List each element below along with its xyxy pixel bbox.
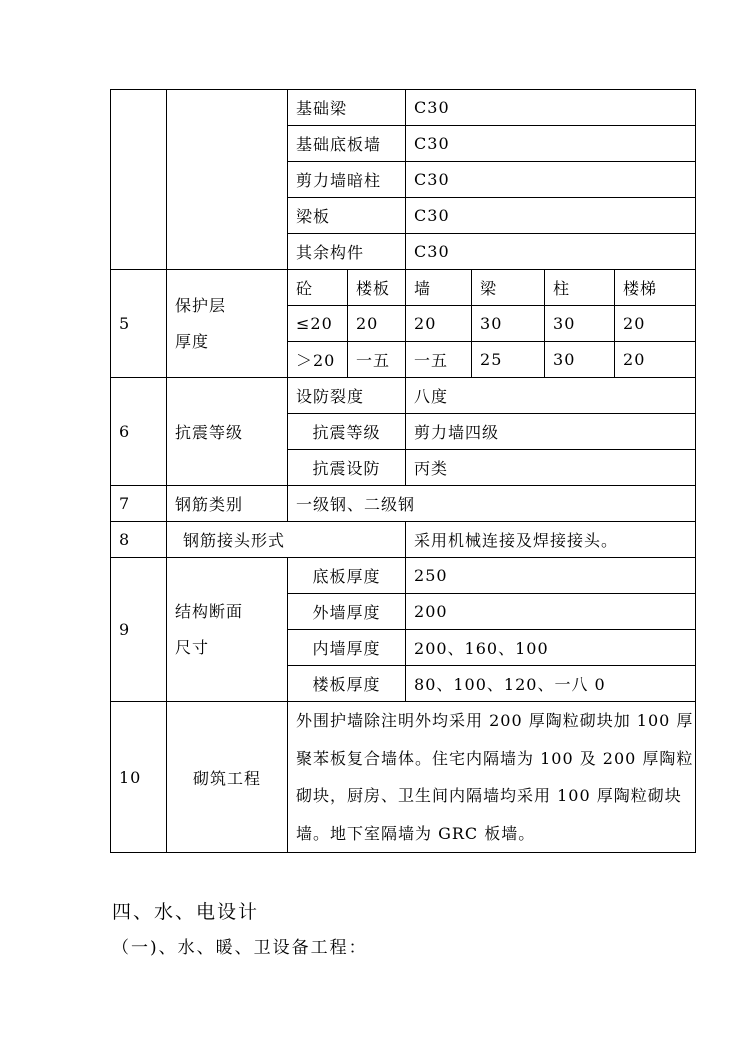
item-cell: 抗震等级 (288, 414, 406, 450)
header-cell: 楼板 (348, 270, 406, 306)
data-cell: 一五 (348, 342, 406, 378)
item-cell: 梁板 (288, 198, 406, 234)
value-cell: 一级钢、二级钢 (288, 486, 696, 522)
item-cell: 剪力墙暗柱 (288, 162, 406, 198)
structure-spec-table (110, 89, 696, 853)
label-line: 结构断面 (175, 601, 244, 621)
row-number-cell: 6 (111, 378, 167, 486)
row-number-cell: 7 (111, 486, 167, 522)
value-cell: C30 (406, 162, 696, 198)
value-cell: 250 (406, 558, 696, 594)
item-cell: 外墙厚度 (288, 594, 406, 630)
row-label-cell: 抗震等级 (167, 378, 288, 486)
data-cell: 30 (545, 342, 615, 378)
row-label-cell: 钢筋接头形式 (167, 522, 406, 558)
row-label-cell (167, 558, 288, 702)
masonry-description: 外围护墙除注明外均采用 200 厚陶粒砌块加 100 厚聚苯板复合墙体。住宅内隔墙为 100 及 200 厚陶粒砌块，厨房、卫生间内隔墙均采用 100 厚陶粒砌块墙。地下室隔墙为 GRC 板墙。 (288, 702, 696, 853)
value-cell: C30 (406, 198, 696, 234)
table-row (111, 522, 696, 558)
value-cell: C30 (406, 126, 696, 162)
data-cell: ≤20 (288, 306, 348, 342)
table-row (111, 90, 696, 126)
value-cell: 丙类 (406, 450, 696, 486)
item-cell: 基础底板墙 (288, 126, 406, 162)
data-cell: 20 (348, 306, 406, 342)
item-cell: 内墙厚度 (288, 630, 406, 666)
item-cell: 底板厚度 (288, 558, 406, 594)
value-cell: C30 (406, 234, 696, 270)
item-cell: 楼板厚度 (288, 666, 406, 702)
item-cell: 其余构件 (288, 234, 406, 270)
data-cell: ＞20 (288, 342, 348, 378)
data-cell: 20 (406, 306, 472, 342)
data-cell: 一五 (406, 342, 472, 378)
header-cell: 墙 (406, 270, 472, 306)
subsection-heading: （一)、水、暖、卫设备工程： (112, 938, 368, 958)
header-cell: 楼梯 (615, 270, 696, 306)
header-cell: 柱 (545, 270, 615, 306)
item-cell: 抗震设防 (288, 450, 406, 486)
row-label-cell: 钢筋类别 (167, 486, 288, 522)
value-cell: 采用机械连接及焊接接头。 (406, 522, 696, 558)
table-row (111, 270, 696, 306)
label-line: 保护层 (175, 295, 227, 315)
table-row (111, 486, 696, 522)
data-cell: 30 (472, 306, 545, 342)
value-cell: 200 (406, 594, 696, 630)
data-cell: 30 (545, 306, 615, 342)
value-cell: C30 (406, 90, 696, 126)
row-number-cell: 9 (111, 558, 167, 702)
label-line: 尺寸 (175, 637, 210, 657)
data-cell: 20 (615, 306, 696, 342)
header-cell: 梁 (472, 270, 545, 306)
table-row (111, 558, 696, 594)
item-cell: 基础梁 (288, 90, 406, 126)
table-row (111, 378, 696, 414)
header-cell: 砼 (288, 270, 348, 306)
label-line: 厚度 (175, 331, 210, 351)
value-cell: 剪力墙四级 (406, 414, 696, 450)
row-number-cell (111, 90, 167, 270)
table-row (111, 702, 696, 853)
value-cell: 80、100、120、一八 0 (406, 666, 696, 702)
data-cell: 20 (615, 342, 696, 378)
item-cell: 设防裂度 (288, 378, 406, 414)
data-cell: 25 (472, 342, 545, 378)
row-number-cell: 8 (111, 522, 167, 558)
row-label-cell (167, 90, 288, 270)
row-label-cell (167, 270, 288, 378)
row-number-cell: 5 (111, 270, 167, 378)
value-cell: 200、160、100 (406, 630, 696, 666)
section-heading: 四、水、电设计 (112, 901, 260, 923)
value-cell: 八度 (406, 378, 696, 414)
row-label-cell: 砌筑工程 (167, 702, 288, 853)
row-number-cell: 10 (111, 702, 167, 853)
